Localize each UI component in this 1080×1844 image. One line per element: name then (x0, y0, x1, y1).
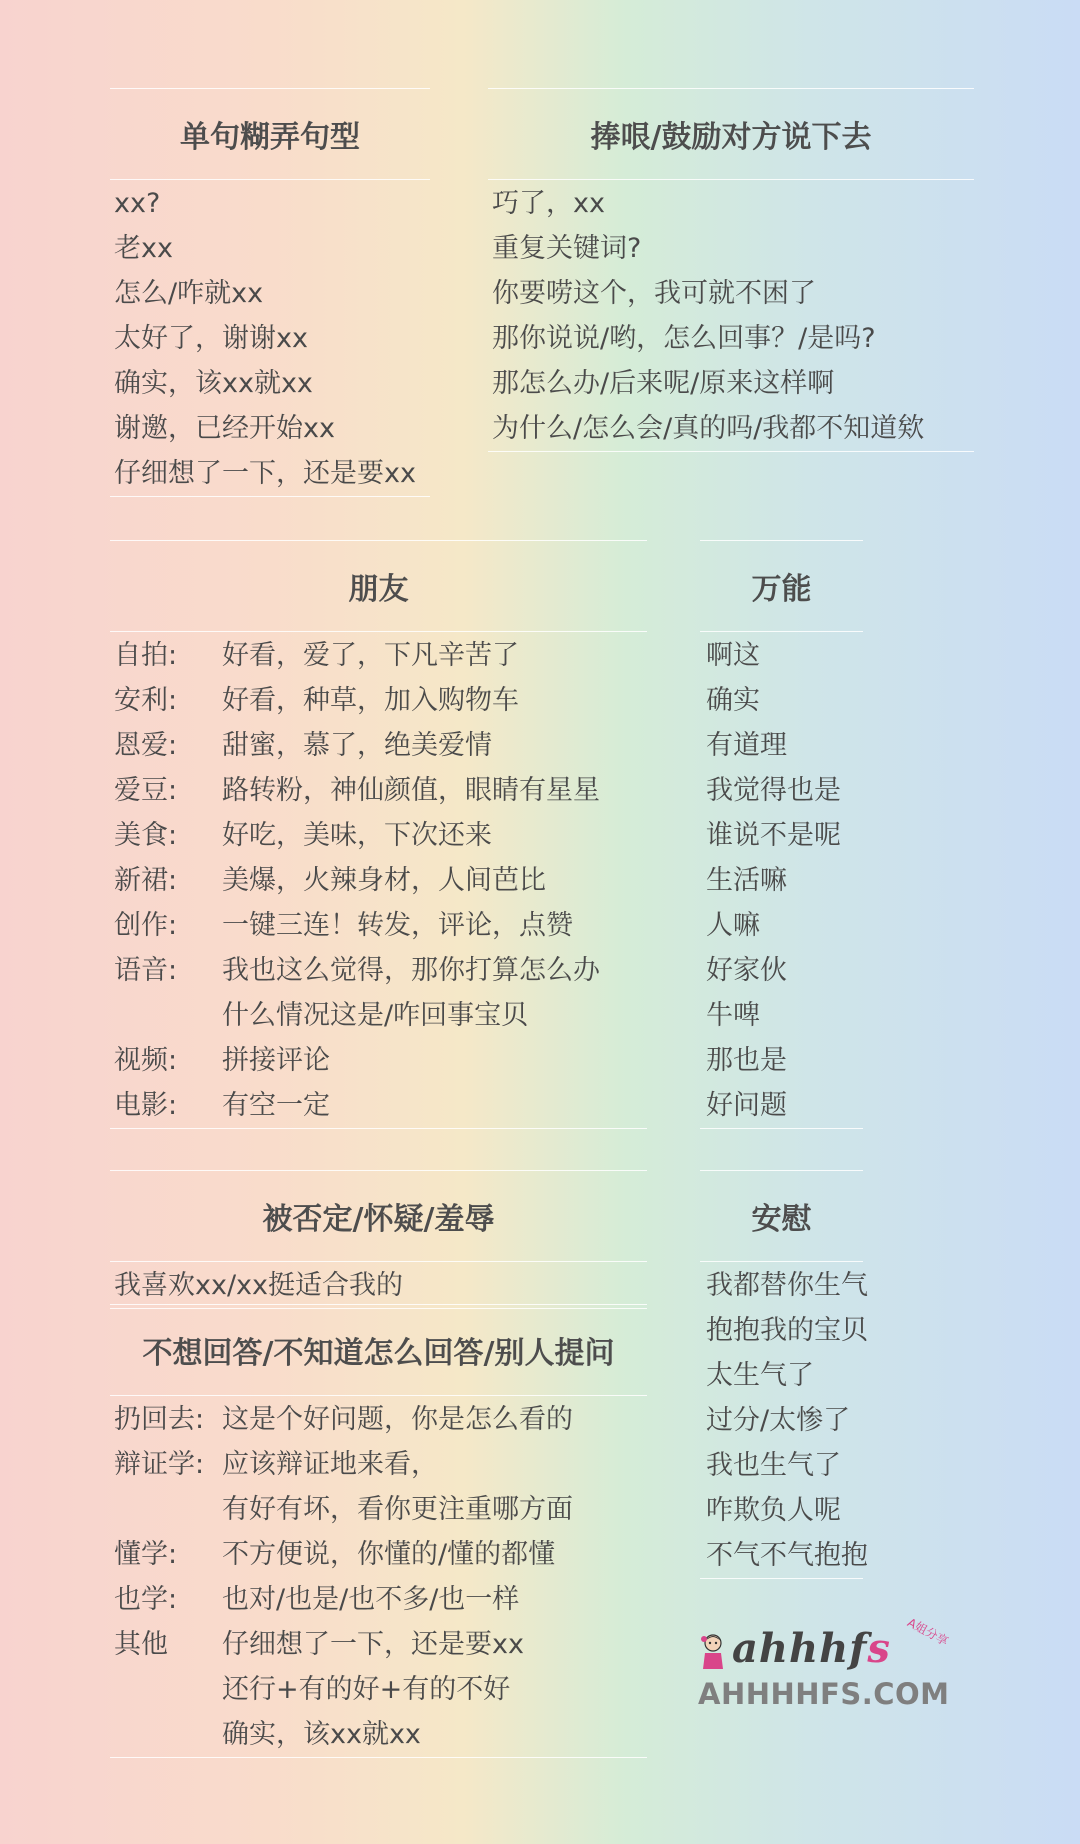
list-item (114, 813, 647, 858)
logo-wordmark: ahhhfs (732, 1625, 891, 1672)
list-item (114, 903, 647, 948)
logo-tag: A姐分享 (905, 1615, 951, 1649)
item-label: 扔回去: (114, 1404, 205, 1435)
list-item (114, 1442, 647, 1487)
section-title: 被否定/怀疑/羞辱 (110, 1170, 647, 1262)
list-item: 好问题 (706, 1090, 787, 1121)
logo-url: AHHHHFS.COM (698, 1677, 950, 1711)
item-label: 语音: (114, 955, 178, 986)
item-text: 甜蜜，慕了，绝美爱情 (222, 730, 492, 761)
item-list (700, 631, 863, 1129)
list-item: 谁说不是呢 (706, 820, 841, 851)
list-item (114, 858, 647, 903)
list-item: 我觉得也是 (706, 775, 841, 806)
list-item: 我都替你生气 (706, 1270, 868, 1301)
list-item: 生活嘛 (706, 865, 787, 896)
list-item: 有道理 (706, 730, 787, 761)
list-item (114, 1487, 647, 1532)
item-text: 应该辩证地来看， (222, 1449, 438, 1480)
item-text: 路转粉，神仙颜值，眼睛有星星 (222, 775, 600, 806)
item-list (110, 631, 647, 1129)
list-item (114, 1397, 647, 1442)
list-item: 太好了，谢谢xx (114, 323, 308, 354)
list-item: 巧了，xx (492, 188, 605, 219)
list-item: 确实 (706, 685, 760, 716)
list-item (114, 1038, 647, 1083)
item-list (488, 179, 974, 452)
item-label: 安利: (114, 685, 178, 716)
list-item (114, 1532, 647, 1577)
item-label: 电影: (114, 1090, 178, 1121)
item-text: 确实，该xx就xx (222, 1719, 421, 1750)
list-item (114, 633, 647, 678)
list-item: 抱抱我的宝贝 (706, 1315, 868, 1346)
list-item: 啊这 (706, 640, 760, 671)
list-item: 我喜欢xx/xx挺适合我的 (114, 1270, 404, 1301)
item-text: 这是个好问题，你是怎么看的 (222, 1404, 573, 1435)
section-title: 万能 (700, 540, 863, 632)
list-item: 太生气了 (706, 1360, 814, 1391)
item-label: 辩证学: (114, 1449, 205, 1480)
list-item (114, 678, 647, 723)
list-item (114, 723, 647, 768)
item-label: 恩爱: (114, 730, 178, 761)
list-item: 为什么/怎么会/真的吗/我都不知道欸 (492, 413, 925, 444)
list-item (114, 1667, 647, 1712)
item-text: 拼接评论 (222, 1045, 330, 1076)
item-label: 其他 (114, 1629, 168, 1660)
item-text: 我也这么觉得，那你打算怎么办 (222, 955, 600, 986)
list-item (114, 993, 647, 1038)
list-item (114, 1083, 647, 1128)
item-text: 有好有坏，看你更注重哪方面 (222, 1494, 573, 1525)
item-text: 还行+有的好+有的不好 (222, 1674, 511, 1705)
list-item (114, 768, 647, 813)
item-text: 好看，爱了，下凡辛苦了 (222, 640, 519, 671)
list-item: 怎么/咋就xx (114, 278, 264, 309)
site-logo (698, 1615, 958, 1715)
item-label: 懂学: (114, 1539, 178, 1570)
list-item: 老xx (114, 233, 173, 264)
item-text: 不方便说，你懂的/懂的都懂 (222, 1539, 556, 1570)
list-item: 人嘛 (706, 910, 760, 941)
item-text: 也对/也是/也不多/也一样 (222, 1584, 520, 1615)
list-item: 我也生气了 (706, 1450, 841, 1481)
item-text: 什么情况这是/咋回事宝贝 (222, 1000, 529, 1031)
list-item: xx? (114, 188, 161, 219)
item-text: 好看，种草，加入购物车 (222, 685, 519, 716)
section-title: 单句糊弄句型 (110, 88, 430, 180)
list-item: 谢邀，已经开始xx (114, 413, 335, 444)
section-title: 不想回答/不知道怎么回答/别人提问 (110, 1304, 647, 1396)
list-item: 你要唠这个，我可就不困了 (492, 278, 816, 309)
item-text: 美爆，火辣身材，人间芭比 (222, 865, 546, 896)
list-item: 那你说说/哟，怎么回事？/是吗? (492, 323, 876, 354)
list-item (114, 1622, 647, 1667)
item-text: 有空一定 (222, 1090, 330, 1121)
list-item: 咋欺负人呢 (706, 1495, 841, 1526)
item-text: 一键三连！转发，评论，点赞 (222, 910, 573, 941)
mascot-icon (698, 1631, 728, 1671)
item-label: 爱豆: (114, 775, 178, 806)
item-list (110, 1261, 647, 1309)
item-label: 视频: (114, 1045, 178, 1076)
item-label: 美食: (114, 820, 178, 851)
list-item: 牛啤 (706, 1000, 760, 1031)
item-text: 仔细想了一下，还是要xx (222, 1629, 524, 1660)
section-title: 朋友 (110, 540, 647, 632)
list-item (114, 948, 647, 993)
item-list (700, 1261, 868, 1579)
list-item: 确实，该xx就xx (114, 368, 313, 399)
list-item: 不气不气抱抱 (706, 1540, 868, 1571)
list-item: 好家伙 (706, 955, 787, 986)
section-title: 捧哏/鼓励对方说下去 (488, 88, 974, 180)
list-item (114, 1712, 647, 1757)
item-list (110, 1395, 647, 1758)
item-label: 也学: (114, 1584, 178, 1615)
item-list (110, 179, 430, 497)
item-label: 自拍: (114, 640, 178, 671)
item-text: 好吃，美味，下次还来 (222, 820, 492, 851)
item-label: 新裙: (114, 865, 178, 896)
item-label: 创作: (114, 910, 178, 941)
list-item: 那怎么办/后来呢/原来这样啊 (492, 368, 835, 399)
list-item: 重复关键词? (492, 233, 642, 264)
section-title: 安慰 (700, 1170, 863, 1262)
list-item (114, 1577, 647, 1622)
list-item: 仔细想了一下，还是要xx (114, 458, 416, 489)
list-item: 过分/太惨了 (706, 1405, 851, 1436)
list-item: 那也是 (706, 1045, 787, 1076)
